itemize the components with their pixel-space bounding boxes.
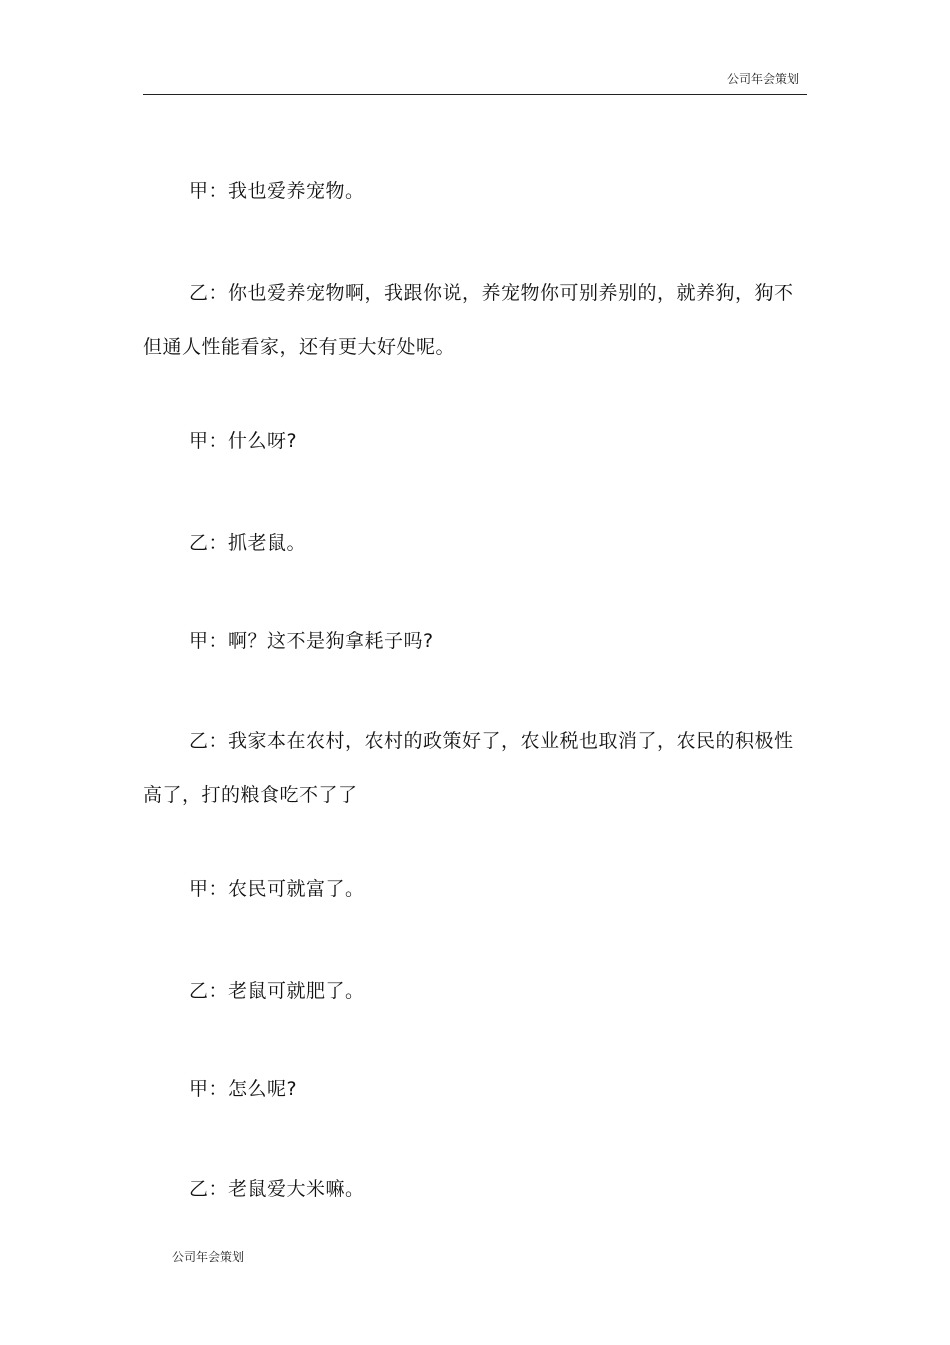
- dialogue-line-10: 乙：老鼠爱大米嘛。: [189, 1178, 365, 1200]
- dialogue-line-1: 甲：我也爱养宠物。: [189, 180, 365, 202]
- dialogue-line-6: 乙：我家本在农村，农村的政策好了，农业税也取消了，农民的积极性高了，打的粮食吃不了了: [143, 730, 794, 806]
- dialogue-line-3: 甲：什么呀?: [189, 430, 298, 452]
- dialogue-line-9: 甲：怎么呢?: [189, 1078, 298, 1100]
- header-text: 公司年会策划: [726, 72, 799, 86]
- dialogue-line-8: 乙：老鼠可就肥了。: [189, 980, 365, 1002]
- dialogue-line-5: 甲：啊？这不是狗拿耗子吗?: [189, 630, 434, 652]
- page-header: [143, 60, 807, 95]
- dialogue-line-2: 乙：你也爱养宠物啊，我跟你说，养宠物你可别养别的，就养狗，狗不但通人性能看家，还有更大好处呢。: [143, 282, 794, 358]
- page-footer: 公司年会策划: [172, 1250, 245, 1264]
- dialogue-line-7: 甲：农民可就富了。: [189, 878, 365, 900]
- dialogue-line-4: 乙：抓老鼠。: [189, 532, 307, 554]
